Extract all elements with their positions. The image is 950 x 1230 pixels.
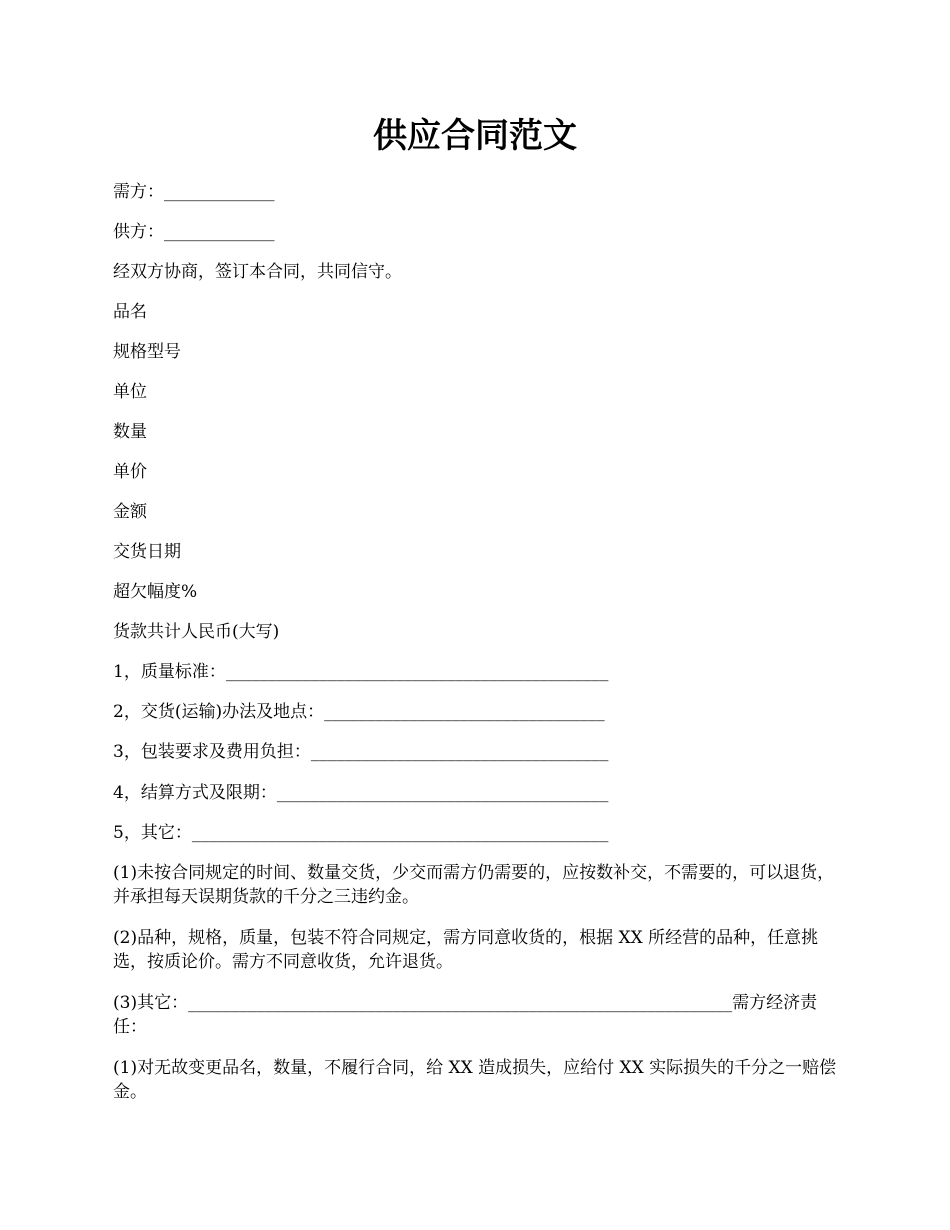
- demander-liability-clause-1: (1)对无故变更品名，数量，不履行合同，给 XX 造成损失，应给付 XX 实际损失的千分之一赔偿金。: [113, 1057, 837, 1102]
- clause-settlement: 4，结算方式及限期：_______________________________________: [113, 782, 609, 803]
- field-unit-price: 单价: [113, 462, 147, 482]
- field-total-payment: 货款共计人民币(大写): [113, 622, 280, 642]
- clause-packaging: 3，包装要求及费用负担：___________________________________: [113, 742, 609, 763]
- field-product-name: 品名: [113, 302, 147, 322]
- field-delivery-date: 交货日期: [113, 542, 181, 562]
- liability-clause-2: (2)品种，规格，质量，包装不符合同规定，需方同意收货的，根据 XX 所经营的品种，任意挑选，按质论价。需方不同意收货，允许退货。: [113, 927, 819, 972]
- liability-clause-3: (3)其它：________________________________________________________________需方经济责任：: [113, 992, 818, 1037]
- liability-clause-1: (1)未按合同规定的时间、数量交货，少交而需方仍需要的，应按数补交，不需要的，可以退货，并承担每天误期货款的千分之三违约金。: [113, 862, 835, 907]
- clause-delivery-method: 2，交货(运输)办法及地点：_________________________________: [113, 702, 605, 723]
- field-tolerance: 超欠幅度%: [113, 582, 198, 602]
- supplier-line: 供方：_____________: [113, 222, 275, 242]
- clause-other: 5，其它：_________________________________________________: [113, 822, 609, 843]
- field-quantity: 数量: [113, 422, 147, 442]
- field-unit: 单位: [113, 382, 147, 402]
- field-amount: 金额: [113, 502, 147, 522]
- field-spec-model: 规格型号: [113, 342, 181, 362]
- clause-quality-standard: 1，质量标准：_____________________________________________: [113, 662, 609, 682]
- agreement-statement: 经双方协商，签订本合同，共同信守。: [113, 262, 402, 282]
- document-title: 供应合同范文: [373, 116, 577, 156]
- document-body: [113, 180, 838, 1121]
- demander-line: 需方：_____________: [113, 182, 275, 202]
